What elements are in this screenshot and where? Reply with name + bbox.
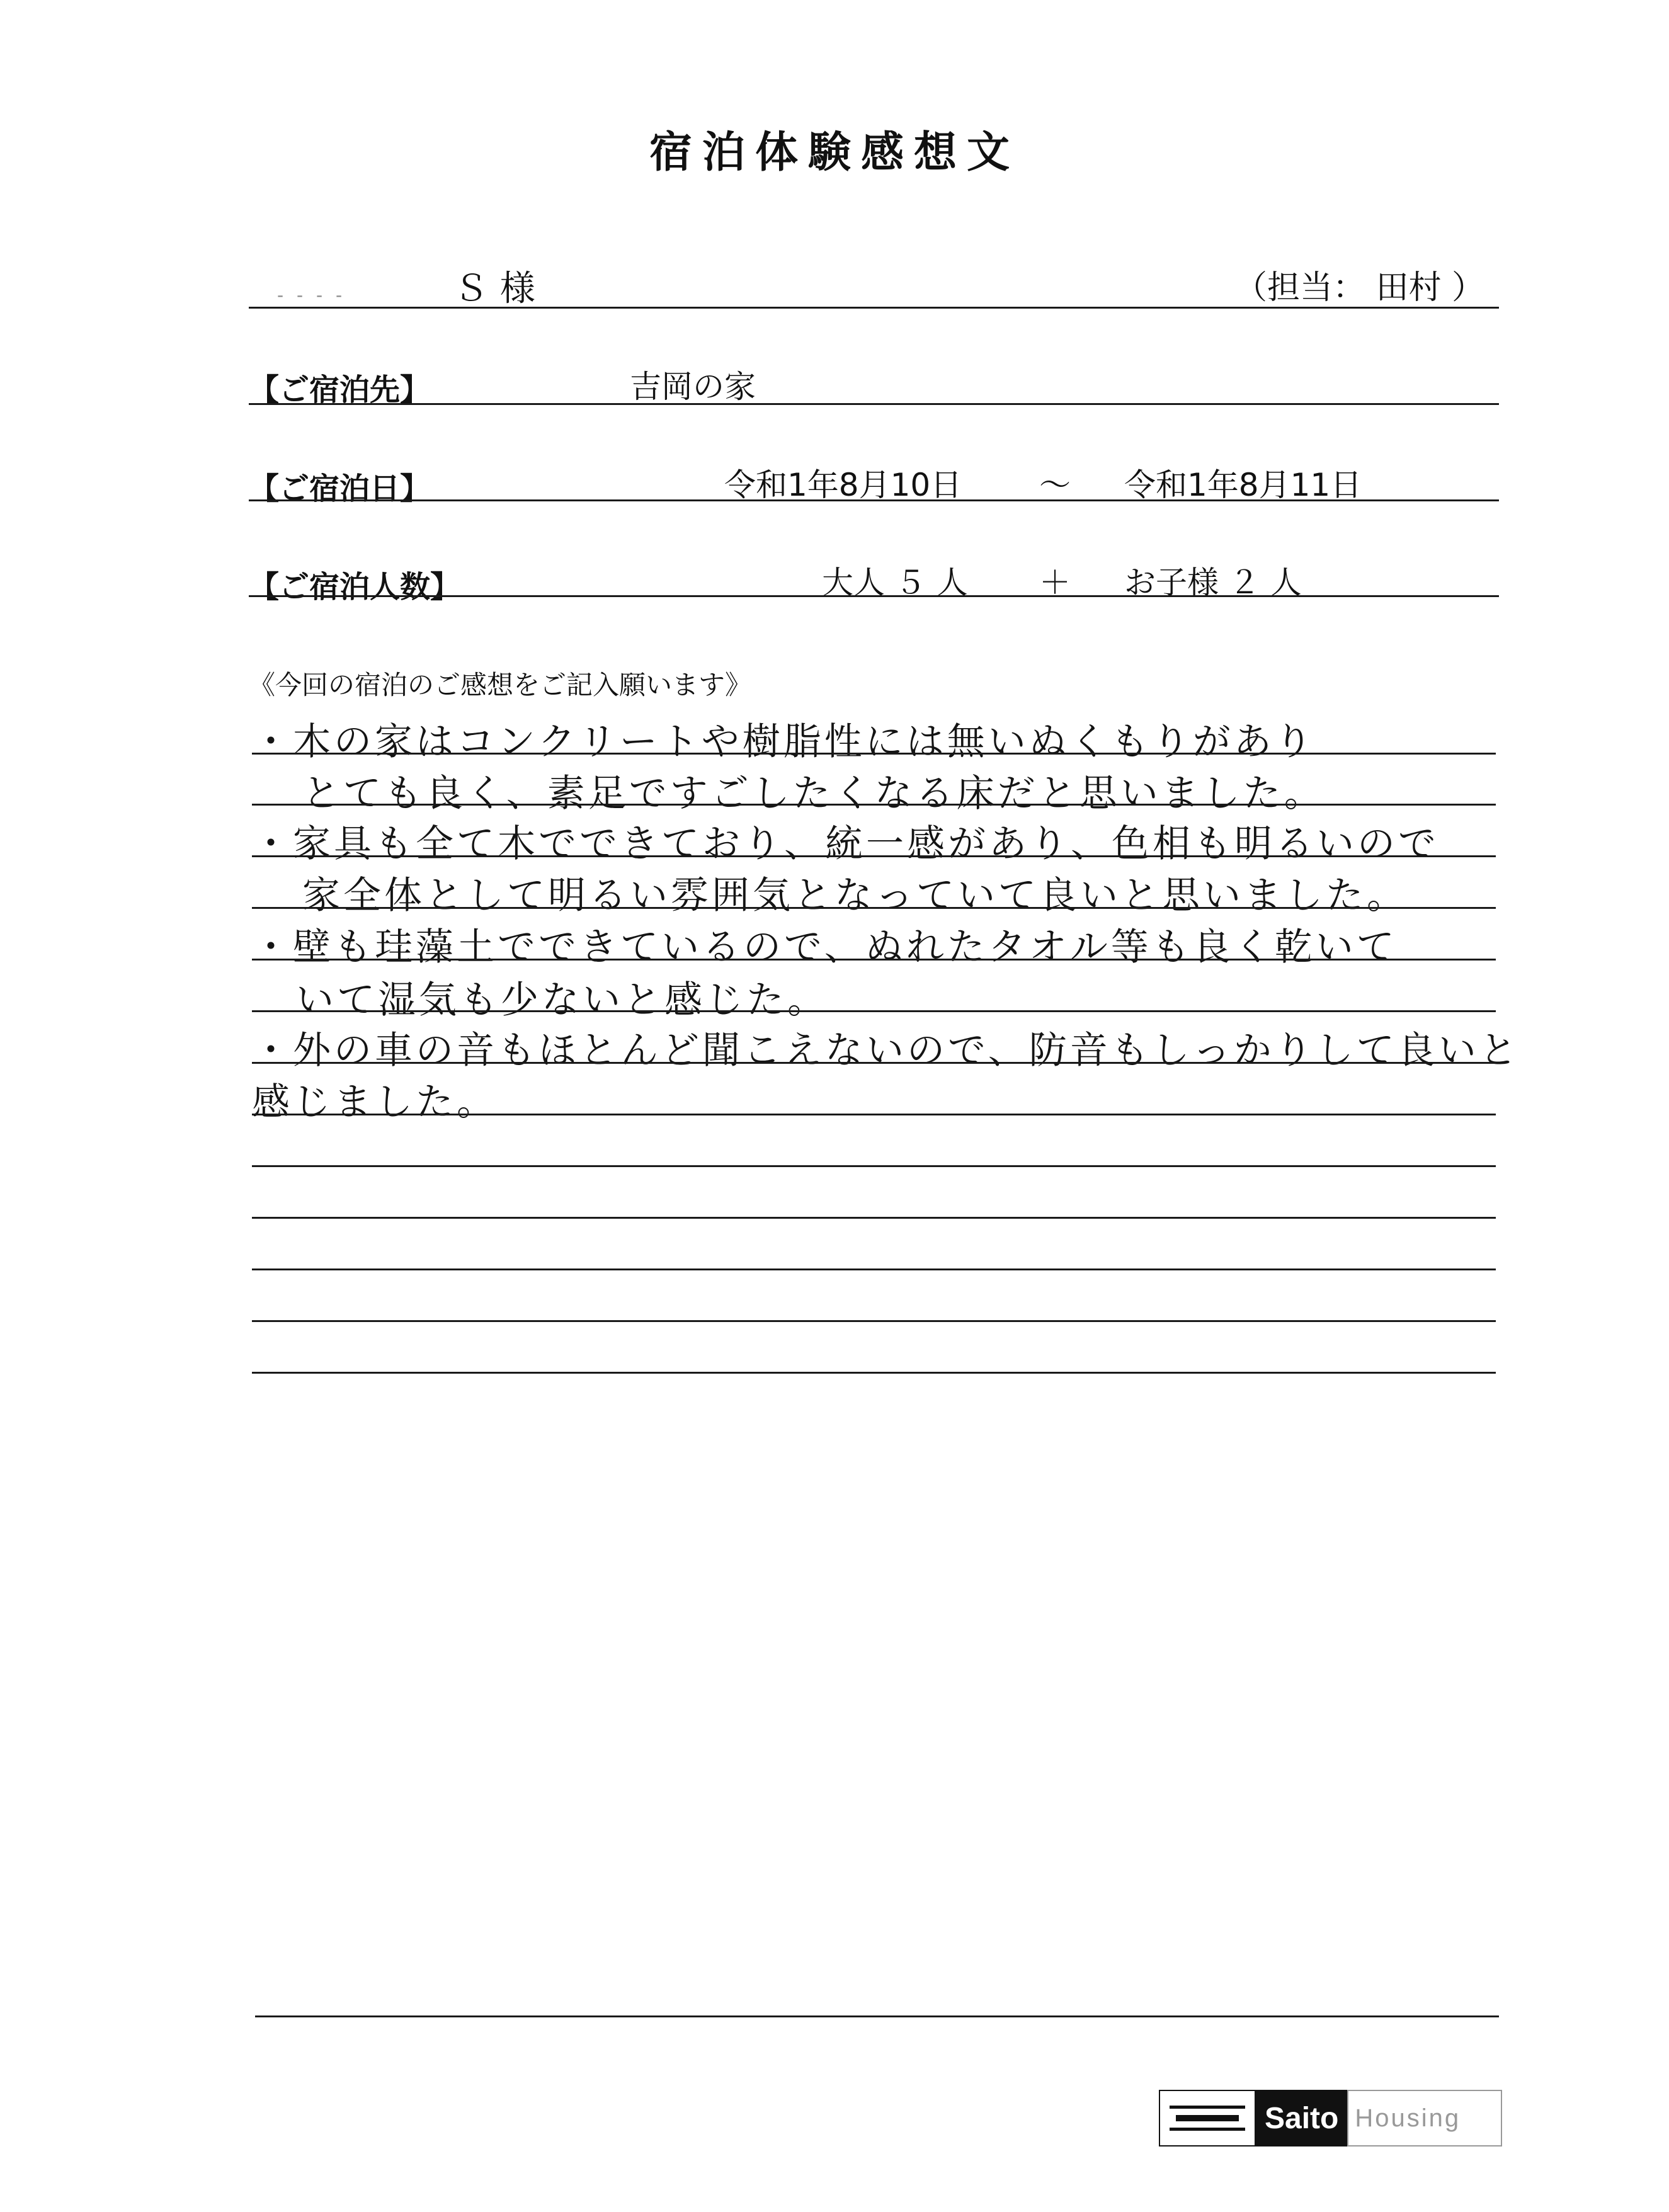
logo-subtitle: Housing	[1347, 2090, 1502, 2146]
guest-name: Ｓ 様	[453, 268, 535, 309]
ruled-line	[252, 1062, 1496, 1064]
ruled-line	[252, 1010, 1496, 1012]
ruled-line	[252, 1165, 1496, 1167]
count-label: 【ご宿泊人数】	[249, 569, 461, 605]
ruled-line	[252, 753, 1496, 755]
ruled-line	[252, 1217, 1496, 1219]
date-underline	[249, 499, 1499, 501]
comment-prompt: 《今回の宿泊のご感想をご記入願います》	[249, 670, 752, 700]
place-value: 吉岡の家	[630, 368, 756, 405]
ruled-line	[252, 1114, 1496, 1115]
staff-name: （担当： 田村 ）	[1234, 269, 1485, 307]
ruled-line	[252, 1268, 1496, 1270]
adults-count: 大人 ５ 人	[822, 564, 968, 601]
comment-line: 家全体として明るい雰囲気となっていて良いと思いました。	[302, 874, 1408, 918]
footer-rule	[255, 2015, 1499, 2017]
date-label: 【ご宿泊日】	[249, 471, 431, 506]
count-underline	[249, 595, 1499, 597]
document-title: 宿泊体験感想文	[649, 128, 1020, 178]
place-label: 【ご宿泊先】	[249, 372, 431, 408]
place-underline	[249, 403, 1499, 405]
comment-line: 感じました。	[252, 1080, 498, 1124]
ruled-line	[252, 804, 1496, 806]
comment-line: ・家具も全て木でできており、統一感があり、色相も明るいので	[252, 822, 1439, 866]
comment-line: ・外の車の音もほとんど聞こえないので、防音もしっかりして良いと	[252, 1029, 1520, 1073]
comment-line: ・壁も珪藻土でできているので、ぬれたタオル等も良く乾いて	[252, 925, 1398, 969]
company-logo	[1159, 2090, 1502, 2146]
comment-line: ・木の家はコンクリートや樹脂性には無いぬくもりがあり	[252, 720, 1316, 764]
comment-line: いて湿気も少ないと感じた。	[296, 978, 828, 1022]
plus-sign: ＋	[1039, 564, 1071, 601]
dash-marks: - - - -	[277, 285, 346, 305]
ruled-line	[252, 855, 1496, 857]
date-from: 令和1年8月10日	[724, 467, 962, 503]
ruled-line	[252, 1320, 1496, 1322]
ruled-line	[252, 959, 1496, 961]
logo-mark-icon	[1159, 2090, 1256, 2146]
ruled-line	[252, 907, 1496, 909]
logo-brand: Saito	[1256, 2090, 1347, 2146]
comment-line: とても良く、素足ですごしたくなる床だと思いました。	[302, 772, 1325, 816]
guest-underline	[249, 307, 1499, 309]
ruled-line	[252, 1372, 1496, 1374]
date-to: 令和1年8月11日	[1124, 467, 1362, 503]
children-count: お子様 ２ 人	[1124, 564, 1302, 601]
date-separator: ～	[1039, 467, 1071, 503]
